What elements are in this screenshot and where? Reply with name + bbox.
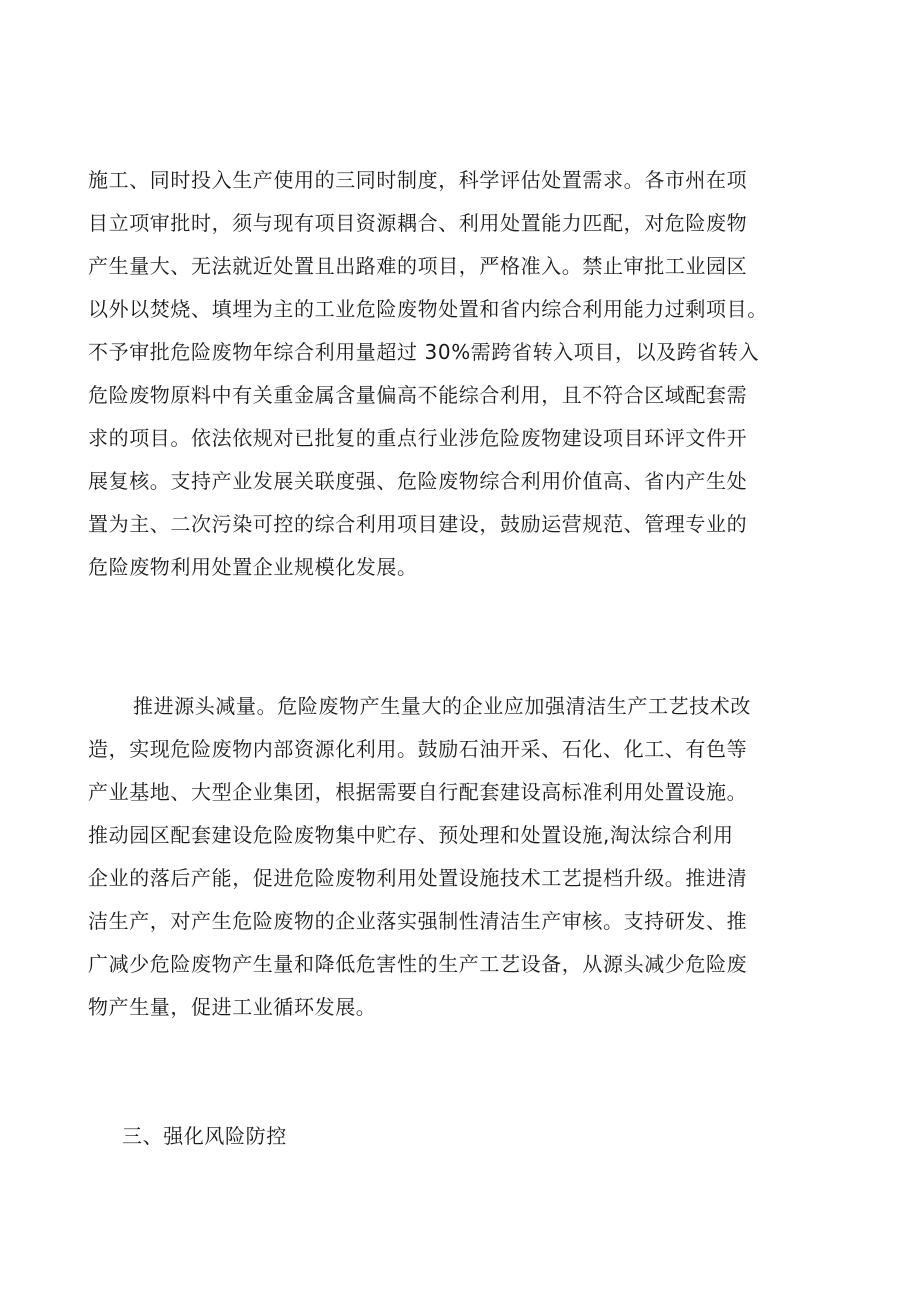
paragraph-1-line-7: 求的项目。依法依规对已批复的重点行业涉危险废物建设项目环评文件开: [88, 426, 748, 450]
paragraph-2-line-3: 产业基地、大型企业集团，根据需要自行配套建设高标准利用处置设施。: [88, 780, 748, 804]
paragraph-1-line-6: 危险废物原料中有关重金属含量偏高不能综合利用，且不符合区域配套需: [88, 383, 748, 407]
paragraph-2-line-4: 推动园区配套建设危险废物集中贮存、预处理和处置设施,淘汰综合利用: [88, 823, 734, 847]
paragraph-1-line-3: 产生量大、无法就近处置且出路难的项目，严格准入。禁止审批工业园区: [88, 254, 748, 278]
section-heading: 三、强化风险防控: [122, 1124, 287, 1148]
paragraph-2-line-2: 造，实现危险废物内部资源化利用。鼓励石油开采、石化、化工、有色等: [88, 737, 748, 761]
paragraph-1-line-9: 置为主、二次污染可控的综合利用项目建设，鼓励运营规范、管理专业的: [88, 512, 748, 536]
paragraph-1-line-4: 以外以焚烧、填埋为主的工业危险废物处置和省内综合利用能力过剩项目。: [88, 297, 768, 321]
paragraph-1-line-10: 危险废物利用处置企业规模化发展。: [88, 555, 418, 579]
paragraph-2-line-6: 洁生产，对产生危险废物的企业落实强制性清洁生产审核。支持研发、推: [88, 909, 748, 933]
paragraph-2-line-1: 推进源头减量。危险废物产生量大的企业应加强清洁生产工艺技术改: [133, 694, 751, 718]
paragraph-2-line-8: 物产生量，促进工业循环发展。: [88, 995, 377, 1019]
paragraph-1-line-5: 不予审批危险废物年综合利用量超过 30%需跨省转入项目，以及跨省转入: [88, 340, 760, 364]
paragraph-2-line-7: 广减少危险废物产生量和降低危害性的生产工艺设备，从源头减少危险废: [88, 952, 748, 976]
paragraph-1-line-8: 展复核。支持产业发展关联度强、危险废物综合利用价值高、省内产生处: [88, 469, 748, 493]
paragraph-1-line-1: 施工、同时投入生产使用的三同时制度，科学评估处置需求。各市州在项: [88, 168, 748, 192]
paragraph-2-line-5: 企业的落后产能，促进危险废物利用处置设施技术工艺提档升级。推进清: [88, 866, 748, 890]
paragraph-1-line-2: 目立项审批时，须与现有项目资源耦合、利用处置能力匹配，对危险废物: [88, 211, 748, 235]
